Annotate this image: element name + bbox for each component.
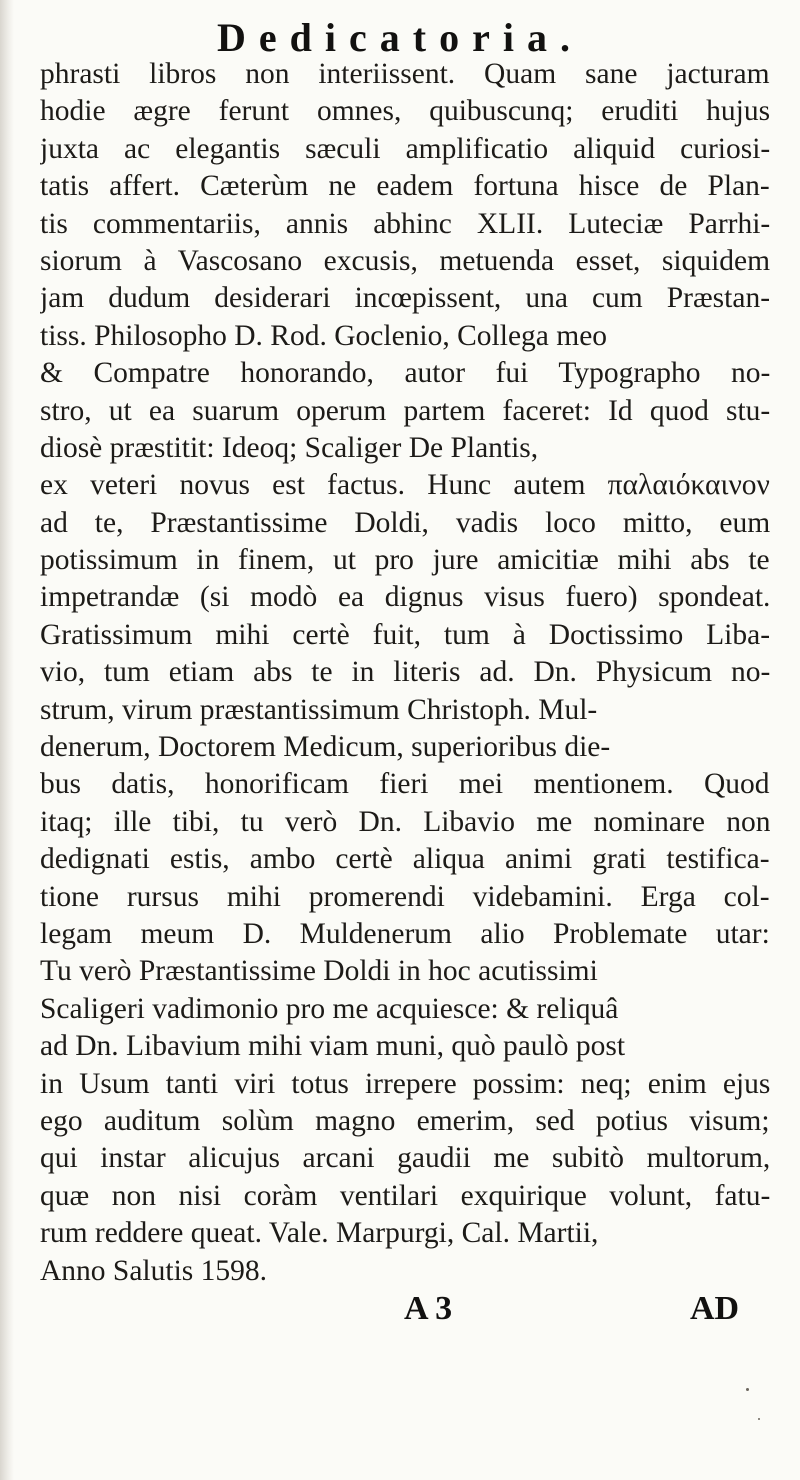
text-line: quæ non nisi coràm ventilari exquirique volunt, fatu- — [40, 1179, 770, 1212]
text-line: ad te, Præstantissime Doldi, vadis loco mitto, eum — [40, 506, 770, 539]
text-line: legam meum D. Muldenerum alio Problemate utar: — [40, 917, 770, 950]
text-line: strum, virum præstantissimum Christoph. Mul- — [40, 693, 598, 726]
text-line: tatis affert. Cæterùm ne eadem fortuna hisce de Plan- — [40, 170, 770, 203]
text-line: phrasti libros non interiissent. Quam sane jacturam — [40, 58, 770, 90]
text-line: rum reddere queat. Vale. Marpurgi, Cal. Martii, — [40, 1217, 599, 1250]
text-line: hodie ægre ferunt omnes, quibuscunq; eruditi hujus — [40, 95, 770, 128]
text-line: siorum à Vascosano excusis, metuenda esset, siquidem — [40, 244, 770, 277]
text-line: qui instar alicujus arcani gaudii me subitò multorum, — [40, 1142, 770, 1175]
text-line: itaq; ille tibi, tu verò Dn. Libavio me nominare non — [40, 805, 770, 838]
text-line: diosè præstitit: Ideoq; Scaliger De Plantis, — [40, 431, 539, 464]
running-header: Dedicatoria. — [217, 15, 583, 60]
text-line: vio, tum etiam abs te in literis ad. Dn. Physicum no- — [40, 656, 770, 689]
text-line: denerum, Doctorem Medicum, superioribus die- — [40, 731, 611, 764]
text-line: juxta ac elegantis sæculi amplificatio aliquid curiosi- — [40, 132, 770, 165]
page-gutter-shadow — [0, 0, 14, 1480]
text-line: jam dudum desiderari incœpissent, una cum Præstan- — [40, 282, 770, 315]
text-line: Scaligeri vadimonio pro me acquiesce: & reliquâ — [40, 992, 619, 1025]
ink-speck — [746, 1388, 749, 1391]
text-line: potissimum in finem, ut pro jure amicitiæ mihi abs te — [40, 544, 770, 577]
text-line: tiss. Philosopho D. Rod. Goclenio, Collega meo — [40, 319, 608, 352]
text-line: impetrandæ (si modò ea dignus visus fuero) spondeat. — [40, 581, 770, 614]
text-line: dedignati estis, ambo certè aliqua animi grati testifica- — [40, 843, 770, 876]
dedication-text — [40, 56, 770, 1290]
text-line: tione rursus mihi promerendi videbamini. Erga col- — [40, 880, 770, 913]
catchword: AD — [690, 1290, 740, 1327]
text-line: stro, ut ea suarum operum partem faceret: Id quod stu- — [40, 394, 770, 427]
ink-speck — [758, 1418, 760, 1420]
text-line: Tu verò Præstantissime Doldi in hoc acutissimi — [40, 955, 598, 988]
text-line: Gratissimum mihi certè fuit, tum à Doctissimo Liba- — [40, 618, 770, 651]
signature-mark: A 3 — [404, 1290, 453, 1327]
text-line: ex veteri novus est factus. Hunc autem παλαιόκαινον — [40, 469, 770, 502]
text-line: ad Dn. Libavium mihi viam muni, quò paulò post — [40, 1030, 626, 1063]
text-line: ego auditum solùm magno emerim, sed potius visum; — [40, 1104, 770, 1137]
text-line: & Compatre honorando, autor fui Typographo no- — [40, 357, 770, 390]
text-line: tis commentariis, annis abhinc XLII. Luteciæ Parrhi- — [40, 207, 770, 240]
text-line: bus datis, honorificam fieri mei mentionem. Quod — [40, 768, 770, 801]
text-line: in Usum tanti viri totus irrepere possim: neq; enim ejus — [40, 1067, 770, 1100]
text-line: Anno Salutis 1598. — [40, 1254, 267, 1287]
